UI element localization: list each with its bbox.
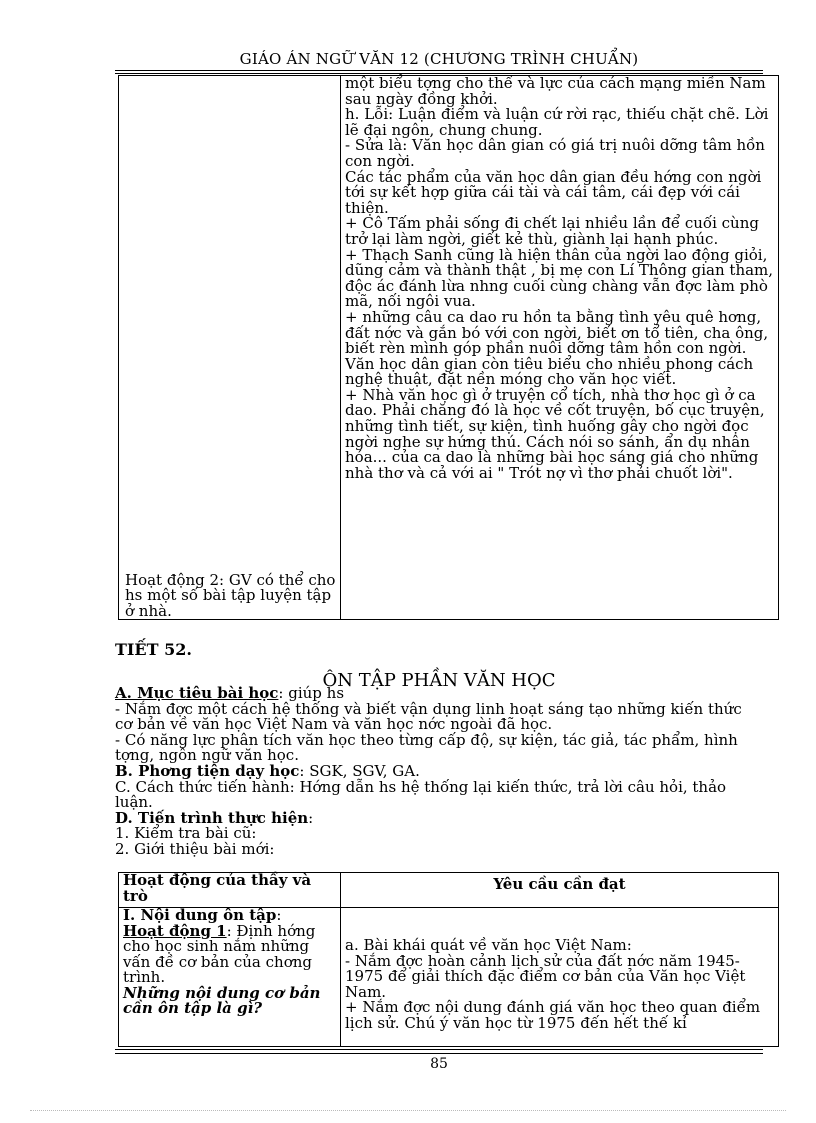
step-2: 2. Giới thiệu bài mới:: [115, 839, 275, 858]
lesson-objectives: [115, 686, 763, 858]
paragraph: + Thạch Sanh cũng là hiện thân của ngời lao động giỏi, dũng cảm và thành thật , bị mẹ con Lí Thông gian tham, độc ác đánh lừa nhng cuối cùng chàng vẫn đợc làm phò mã, nối ngôi vua.: [345, 245, 774, 311]
footer-rule-double: [115, 1053, 763, 1054]
page-number: 85: [430, 1056, 448, 1072]
activity-1: [123, 921, 336, 986]
paragraph: a. Bài khái quát về văn học Việt Nam:: [345, 936, 632, 954]
paragraph: một biểu tợng cho thế và lực của cách mạng miền Nam sau ngày đồng khởi.: [345, 74, 766, 108]
section-b-label: B. Phơng tiện dạy học: [115, 761, 300, 780]
paragraph: + những câu ca dao ru hồn ta bằng tình yêu quê hơng, đất nớc và gắn bó với con ngời, biết ơn tổ tiên, cha ông, biết rèn mình góp phần nuôi dỡng tâm hồn con ngời.: [345, 307, 769, 358]
header-teacher-student: Hoạt động của thầy và trò: [119, 873, 341, 908]
section-d-rest: :: [308, 808, 314, 827]
page-bottom-dotted-line: [30, 1110, 786, 1111]
review-heading-colon: :: [276, 906, 282, 924]
paragraph: + Nhà văn học gì ở truyện cổ tích, nhà thơ học gì ở ca dao. Phải chăng đó là học về cốt truyện, bố cục truyện, những tình tiết, sự kiện, tình huống gây cho ngời đọc ngời nghe sự hứng thú. Cách nói so sánh, ẩn dụ nhân hóa... của ca dao là những bài học sáng giá cho những nhà thơ và cả với ai " Trót nợ vì thơ phải chuốt lời".: [345, 385, 765, 482]
section-a-rest: : giúp hs: [278, 684, 345, 702]
section-c: C. Cách thức tiến hành: Hớng dẫn hs hệ thống lại kiến thức, trả lời câu hỏi, thảo luận.: [115, 777, 727, 812]
review-table: [118, 872, 779, 1047]
activity-2-text: Hoạt động 2: GV có thể cho hs một số bài tập luyện tập ở nhà.: [125, 570, 336, 620]
paragraph: + Nắm đợc nội dung đánh giá văn học theo quan điểm lịch sử. Chú ý văn học từ 1975 đến hết thế kỉ: [345, 998, 761, 1032]
paragraph: - Sửa là: Văn học dân gian có giá trị nuôi dỡng tâm hồn con ngời.: [345, 136, 765, 170]
table-row: [119, 76, 779, 620]
lesson-title: ÔN TẬP PHẦN VĂN HỌC: [322, 670, 556, 691]
paragraph: + Cô Tấm phải sống đi chết lại nhiều lần để cuối cùng trở lại làm ngời, giết kẻ thù, giành lại hạnh phúc.: [345, 214, 759, 248]
requirement-cell: [341, 908, 779, 1047]
step-1: 1. Kiểm tra bài cũ:: [115, 824, 257, 843]
activity-1-label: Hoạt động 1: [123, 921, 227, 940]
paragraph: Văn học dân gian còn tiêu biểu cho nhiều phong cách nghệ thuật, đặt nền móng cho văn học viết.: [345, 354, 754, 389]
guiding-question: Những nội dung cơ bản cần ôn tập là gì?: [123, 983, 321, 1017]
table-row: [119, 908, 779, 1047]
section-b-rest: : SGK, SGV, GA.: [299, 761, 420, 780]
table-header-row: [119, 873, 779, 908]
requirement-cell: [341, 76, 779, 620]
header-requirements: Yêu cầu cần đạt: [341, 873, 779, 908]
activity-table-continued: [118, 75, 779, 620]
paragraph: Các tác phẩm của văn học dân gian đều hớng con ngời tới sự kết hợp giữa cái tài và cái tâm, cái đẹp với cái thiện.: [345, 167, 762, 217]
lesson-number: TIẾT 52.: [115, 640, 192, 659]
activity-1-text: : Định hớng cho học sinh nắm những vấn đề cơ bản của chơng trình.: [123, 921, 316, 986]
header-rule: [115, 70, 763, 71]
objective-2: - Có năng lực phân tích văn học theo từng cấp độ, sự kiện, tác giả, tác phẩm, hình tợng, ngôn ngữ văn học.: [115, 730, 738, 765]
section-d-label: D. Tiến trình thực hiện: [115, 808, 309, 827]
footer-rule: [115, 1049, 763, 1050]
paragraph: - Nắm đợc hoàn cảnh lịch sử của đất nớc năm 1945-1975 để giải thích đặc điểm cơ bản của Văn học Việt Nam.: [345, 951, 746, 1001]
objective-1: - Nắm đợc một cách hệ thống và biết vận dụng linh hoạt sáng tạo những kiến thức cơ bản về văn học Việt Nam và văn học nớc ngoài đã học.: [115, 699, 742, 734]
paragraph: h. Lỗi: Luận điểm và luận cứ rời rạc, thiếu chặt chẽ. Lời lẽ đại ngôn, chung chung.: [345, 105, 769, 139]
review-heading-label: I. Nội dung ôn tập: [123, 906, 277, 924]
teacher-activity-cell: [119, 908, 341, 1047]
section-a-label: A. Mục tiêu bài học: [115, 684, 279, 702]
page-header-title: GIÁO ÁN NGỮ VĂN 12 (CHƯƠNG TRÌNH CHUẨN): [239, 50, 639, 68]
teacher-activity-cell: [119, 76, 341, 620]
